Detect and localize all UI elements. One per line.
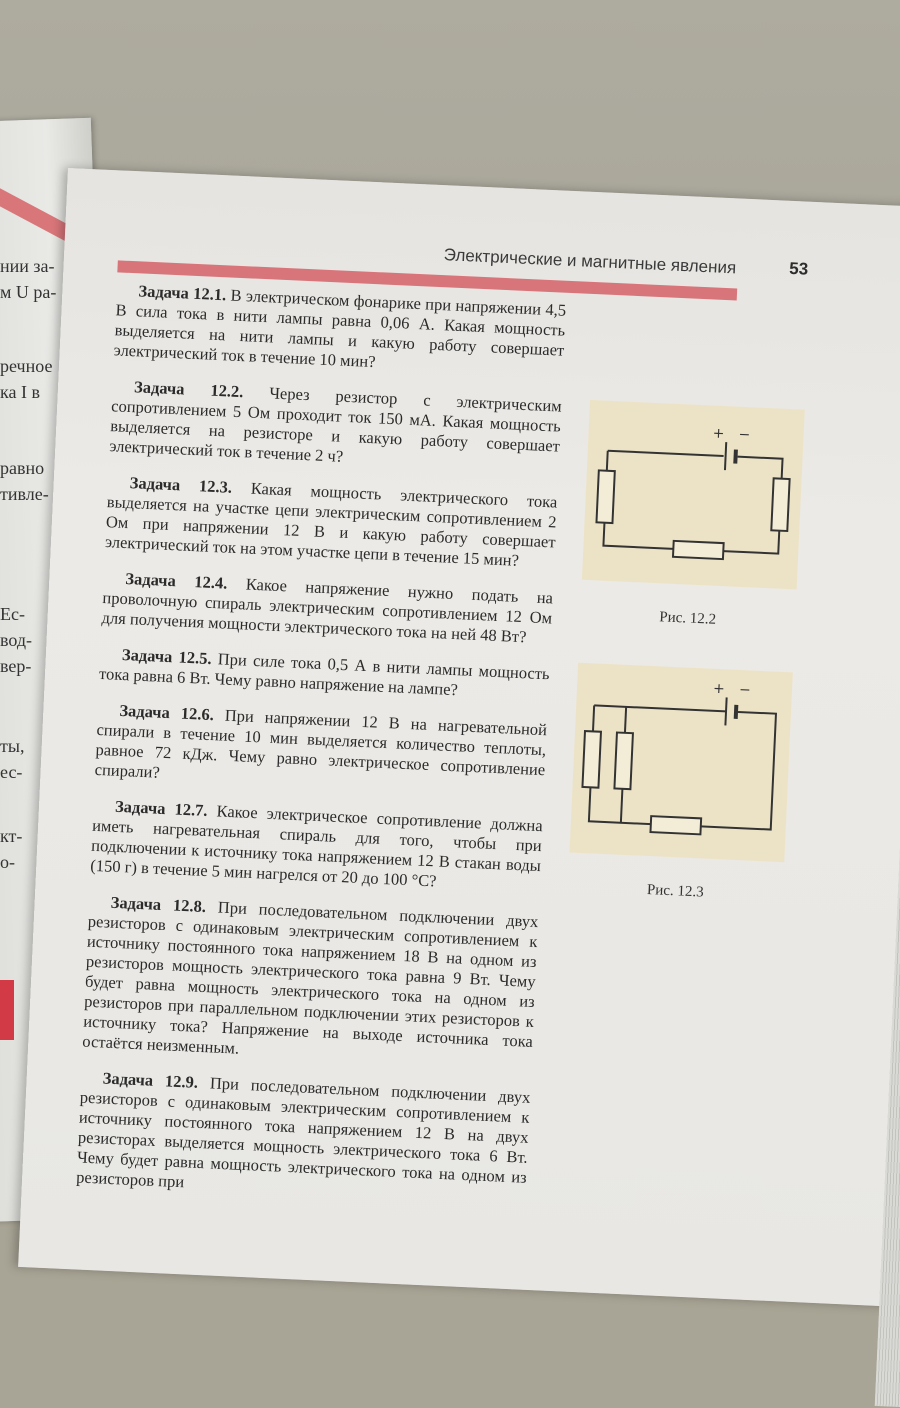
left-page-fragment: кт-: [0, 826, 23, 846]
problem: [76, 1068, 531, 1208]
resistor-parallel-right: [614, 732, 633, 789]
problem-number: Задача 12.1.: [138, 281, 227, 305]
battery-negative-plate: [736, 705, 737, 719]
left-page-red-marker: [0, 980, 14, 1040]
problem-text: При последовательном подключении двух резисторов с одинаковым электрическим сопротивлением к источнику постоянного тока напряжением 12 В на двух резисторах выделяется мощность электрического тока 6 Вт. Чему будет равна мощность электрического тока на одном из резисторов при: [75, 1073, 531, 1192]
circuit-wire: [603, 451, 677, 549]
left-page-fragment: вер-: [0, 656, 32, 676]
textbook-page: [18, 168, 900, 1308]
left-page-fragment: равно: [0, 458, 45, 478]
left-page-fragment: нии за-: [0, 256, 55, 276]
problem-number: Задача 12.6.: [119, 700, 215, 725]
problem-number: Задача 12.8.: [110, 892, 207, 917]
battery-positive-plate: [725, 442, 726, 470]
figure-12-2: [580, 400, 805, 633]
problem: [101, 568, 553, 648]
problem-text: В электрическом фонарике при напряжении 4,5 В сила тока в нити лампы равна 0,06 А. Какая мощность выделяется на нити лампы и какую работу совершает электрический ток в течение 10 мин?: [113, 285, 567, 372]
left-page-fragment: вод-: [0, 630, 33, 650]
circuit-wire: [594, 705, 726, 711]
mixed-circuit-diagram: [570, 663, 793, 858]
problem-number: Задача 12.4.: [125, 569, 228, 593]
page-stack-edge: [875, 407, 900, 1408]
figure-12-3: [568, 663, 793, 906]
resistor-left: [596, 470, 614, 523]
problem-text: При напряжении 12 В на нагревательной спирали в течение 10 мин выделяется количество теплоты, равное 72 кДж. Чему равно электрическое сопротивление спирали?: [94, 705, 548, 782]
circuit-wire: [701, 711, 776, 830]
problem: [109, 376, 562, 476]
left-page-fragment: Ес-: [0, 604, 25, 624]
problem-text: При последовательном подключении двух резисторов с одинаковым электрическим сопротивлением к источнику постоянного тока напряжением 18 В на одном из резисторов мощность электрического тока равна 9 Вт. Чему будет равна мощность электрического тока на одном из резисторов при параллельном подключении этих резисторов к источнику тока? Напряжение на выходе источника тока остаётся неизменным.: [81, 897, 539, 1058]
problem: [90, 796, 543, 896]
problem: [94, 700, 547, 800]
problem: [113, 280, 566, 380]
page-content: [75, 228, 809, 1234]
problem-text: При силе тока 0,5 А в нити лампы мощность тока равна 6 Вт. Чему равно напряжение на лампе?: [98, 649, 550, 700]
battery-positive-plate: [725, 697, 726, 725]
page-number: 53: [788, 258, 809, 279]
problem: [82, 892, 539, 1072]
figure-caption: Рис. 12.3: [646, 882, 705, 901]
series-circuit-diagram: [582, 400, 805, 585]
figure-panel: [582, 400, 805, 590]
circuit-wire: [608, 451, 724, 456]
problem-number: Задача 12.7.: [114, 796, 208, 820]
problem: [99, 644, 550, 704]
battery-plus-label: +: [712, 425, 725, 443]
resistor-parallel-left: [582, 731, 601, 788]
resistor-right: [771, 478, 789, 531]
left-page-fragment: м U ра-: [0, 282, 57, 302]
figure-panel: [569, 663, 792, 863]
battery-negative-plate: [735, 450, 736, 464]
chapter-title: Электрические и магнитные явления: [443, 245, 737, 278]
resistor-bottom: [650, 816, 701, 834]
left-page-fragment: ка I в: [0, 382, 40, 402]
battery-minus-label: −: [738, 426, 751, 444]
left-page-fragment: о-: [0, 852, 15, 872]
resistor-bottom: [673, 541, 724, 559]
problem-text: Через резистор с электрическим сопротивлением 5 Ом проходит ток 150 мА. Какая мощность выделяется на резисторе и какую работу совершает электрический ток в течение 2 ч?: [109, 383, 563, 466]
problem-text: Какое электрическое сопротивление должна иметь нагревательная спираль для того, чтобы при подключении к источнику тока напряжением 12 В стакан воды (150 г) в течение 5 мин нагрелся от 20 до 100 °С?: [89, 801, 544, 891]
problem: [105, 472, 558, 572]
left-page-fragment: ты,: [0, 736, 25, 756]
problem-text: Какое напряжение нужно подать на проволочную спираль электрическим сопротивлением 12 Ом для получения мощности электрического тока на ней 48 Вт?: [101, 574, 554, 647]
left-page-fragment: тивле-: [0, 484, 49, 504]
problem-number: Задача 12.3.: [129, 473, 233, 497]
left-page-fragment: ес-: [0, 762, 23, 782]
problem-number: Задача 12.5.: [121, 644, 213, 669]
figure-column: [566, 400, 805, 945]
problem-list: [76, 280, 567, 1207]
left-page-fragment: речное: [0, 356, 53, 376]
problem-text: Какая мощность электрического тока выделяется на участке цепи электрическим сопротивлением 2 Ом при напряжении 12 В и какую работу совершает электрический ток на этом участке цепи в течение 15 мин?: [104, 478, 558, 570]
problem-number: Задача 12.2.: [133, 377, 244, 402]
battery-plus-label: +: [712, 680, 726, 698]
battery-minus-label: −: [738, 681, 752, 699]
figure-caption: Рис. 12.2: [658, 609, 717, 628]
problem-number: Задача 12.9.: [102, 1068, 199, 1092]
